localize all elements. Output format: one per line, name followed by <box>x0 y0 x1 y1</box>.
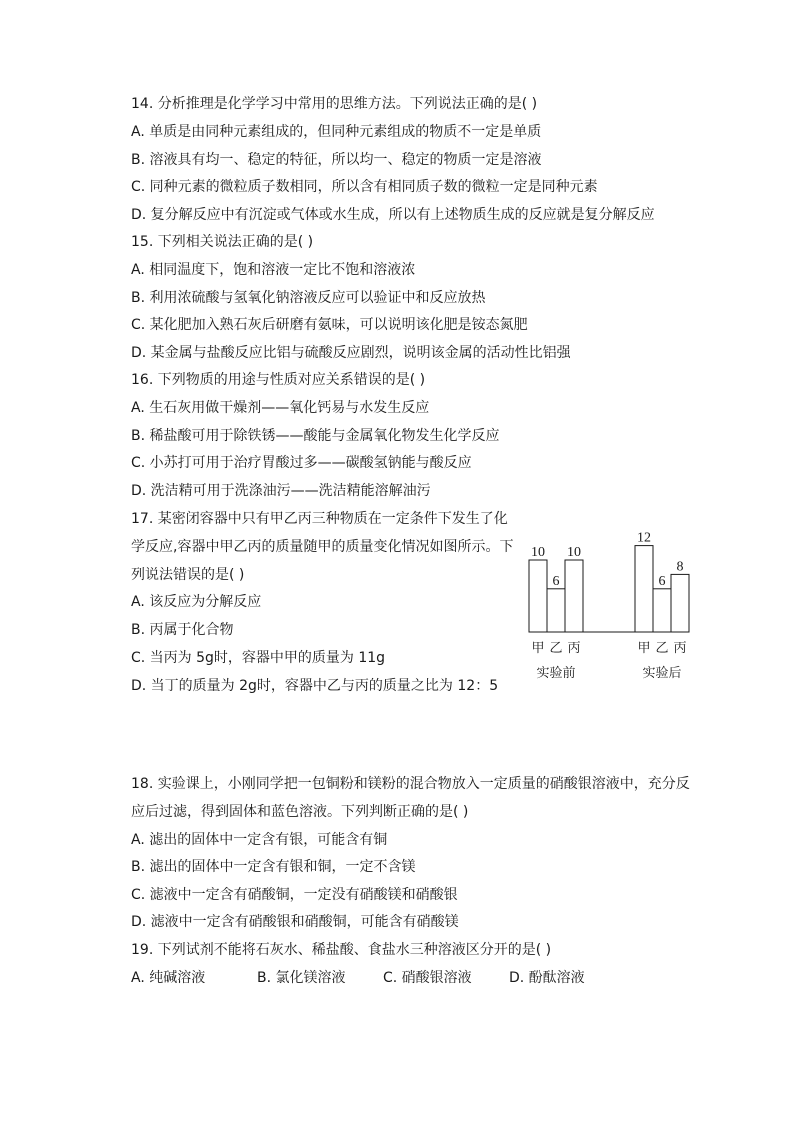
q16-option-d: D. 洗洁精可用于洗涤油污——洗洁精能溶解油污 <box>131 483 431 499</box>
bar-value-label-before-2: 10 <box>567 545 581 560</box>
q18-option-d: D. 滤液中一定含有硝酸银和硝酸铜，可能含有硝酸镁 <box>131 914 459 930</box>
q14-option-c: C. 同种元素的微粒质子数相同，所以含有相同质子数的微粒一定是同种元素 <box>131 179 598 195</box>
bar-before-1 <box>547 589 565 632</box>
q15-option-d: D. 某金属与盐酸反应比铝与硫酸反应剧烈，说明该金属的活动性比铝强 <box>131 345 571 361</box>
bar-category-label-after-1: 乙 <box>655 641 669 656</box>
bar-before-0 <box>529 560 547 632</box>
q19-option-b: B. 氯化镁溶液 <box>257 970 346 986</box>
q16-option-a: A. 生石灰用做干燥剂——氧化钙易与水发生反应 <box>131 400 430 416</box>
q17-stem-line3: 列说法错误的是( ) <box>131 567 245 583</box>
q15-stem: 15. 下列相关说法正确的是( ) <box>131 234 314 250</box>
q14-option-a: A. 单质是由同种元素组成的，但同种元素组成的物质不一定是单质 <box>131 124 542 140</box>
q18-stem-line2: 应后过滤，得到固体和蓝色溶液。下列判断正确的是( ) <box>131 804 469 820</box>
bar-category-label-before-1: 乙 <box>549 641 563 656</box>
group-label-before: 实验前 <box>536 666 576 681</box>
q18-option-c: C. 滤液中一定含有硝酸铜，一定没有硝酸镁和硝酸银 <box>131 887 458 903</box>
q19-option-d: D. 酚酞溶液 <box>509 970 585 986</box>
bar-after-2 <box>671 574 689 632</box>
bar-value-label-after-1: 6 <box>658 573 666 589</box>
q19-option-c: C. 硝酸银溶液 <box>383 970 472 986</box>
bar-category-label-after-2: 丙 <box>673 641 687 656</box>
bar-before-2 <box>565 560 583 632</box>
q18-option-a: A. 滤出的固体中一定含有银，可能含有铜 <box>131 832 388 848</box>
q14-option-b: B. 溶液具有均一、稳定的特征，所以均一、稳定的物质一定是溶液 <box>131 152 542 168</box>
q17-option-d: D. 当丁的质量为 2g时，容器中乙与丙的质量之比为 12：5 <box>131 678 499 694</box>
bar-after-0 <box>635 546 653 632</box>
q15-option-a: A. 相同温度下，饱和溶液一定比不饱和溶液浓 <box>131 262 416 278</box>
group-label-after: 实验后 <box>642 666 682 681</box>
q19-stem: 19. 下列试剂不能将石灰水、稀盐酸、食盐水三种溶液区分开的是( ) <box>131 942 552 958</box>
q17-stem-line1: 17. 某密闭容器中只有甲乙丙三种物质在一定条件下发生了化 <box>131 511 508 527</box>
bar-value-label-after-2: 8 <box>676 559 684 575</box>
bar-value-label-before-1: 6 <box>552 573 560 589</box>
q16-option-c: C. 小苏打可用于治疗胃酸过多——碳酸氢钠能与酸反应 <box>131 455 472 471</box>
q15-option-c: C. 某化肥加入熟石灰后研磨有氨味，可以说明该化肥是铵态氮肥 <box>131 317 528 333</box>
q16-option-b: B. 稀盐酸可用于除铁锈——酸能与金属氧化物发生化学反应 <box>131 428 500 444</box>
q14-option-d: D. 复分解反应中有沉淀或气体或水生成，所以有上述物质生成的反应就是复分解反应 <box>131 207 655 223</box>
q14-stem: 14. 分析推理是化学学习中常用的思维方法。下列说法正确的是( ) <box>131 96 538 112</box>
q16-stem: 16. 下列物质的用途与性质对应关系错误的是( ) <box>131 372 426 388</box>
q18-stem-line1: 18. 实验课上，小刚同学把一包铜粉和镁粉的混合物放入一定质量的硝酸银溶液中，充分反 <box>131 776 690 792</box>
mass-bar-chart <box>520 510 700 690</box>
bar-category-label-before-2: 丙 <box>567 641 581 656</box>
q17-option-a: A. 该反应为分解反应 <box>131 594 262 610</box>
q17-option-b: B. 丙属于化合物 <box>131 622 234 638</box>
q19-option-a: A. 纯碱溶液 <box>131 970 206 986</box>
bar-category-label-after-0: 甲 <box>637 641 651 656</box>
q17-option-c: C. 当丙为 5g时，容器中甲的质量为 11g <box>131 650 386 666</box>
bar-after-1 <box>653 589 671 632</box>
q18-option-b: B. 滤出的固体中一定含有银和铜，一定不含镁 <box>131 859 416 875</box>
bar-value-label-after-0: 12 <box>637 530 651 546</box>
q17-stem-line2: 学反应,容器中甲乙丙的质量随甲的质量变化情况如图所示。下 <box>131 539 514 555</box>
q15-option-b: B. 利用浓硫酸与氢氧化钠溶液反应可以验证中和反应放热 <box>131 290 486 306</box>
bar-category-label-before-0: 甲 <box>531 641 545 656</box>
bar-value-label-before-0: 10 <box>531 545 545 560</box>
